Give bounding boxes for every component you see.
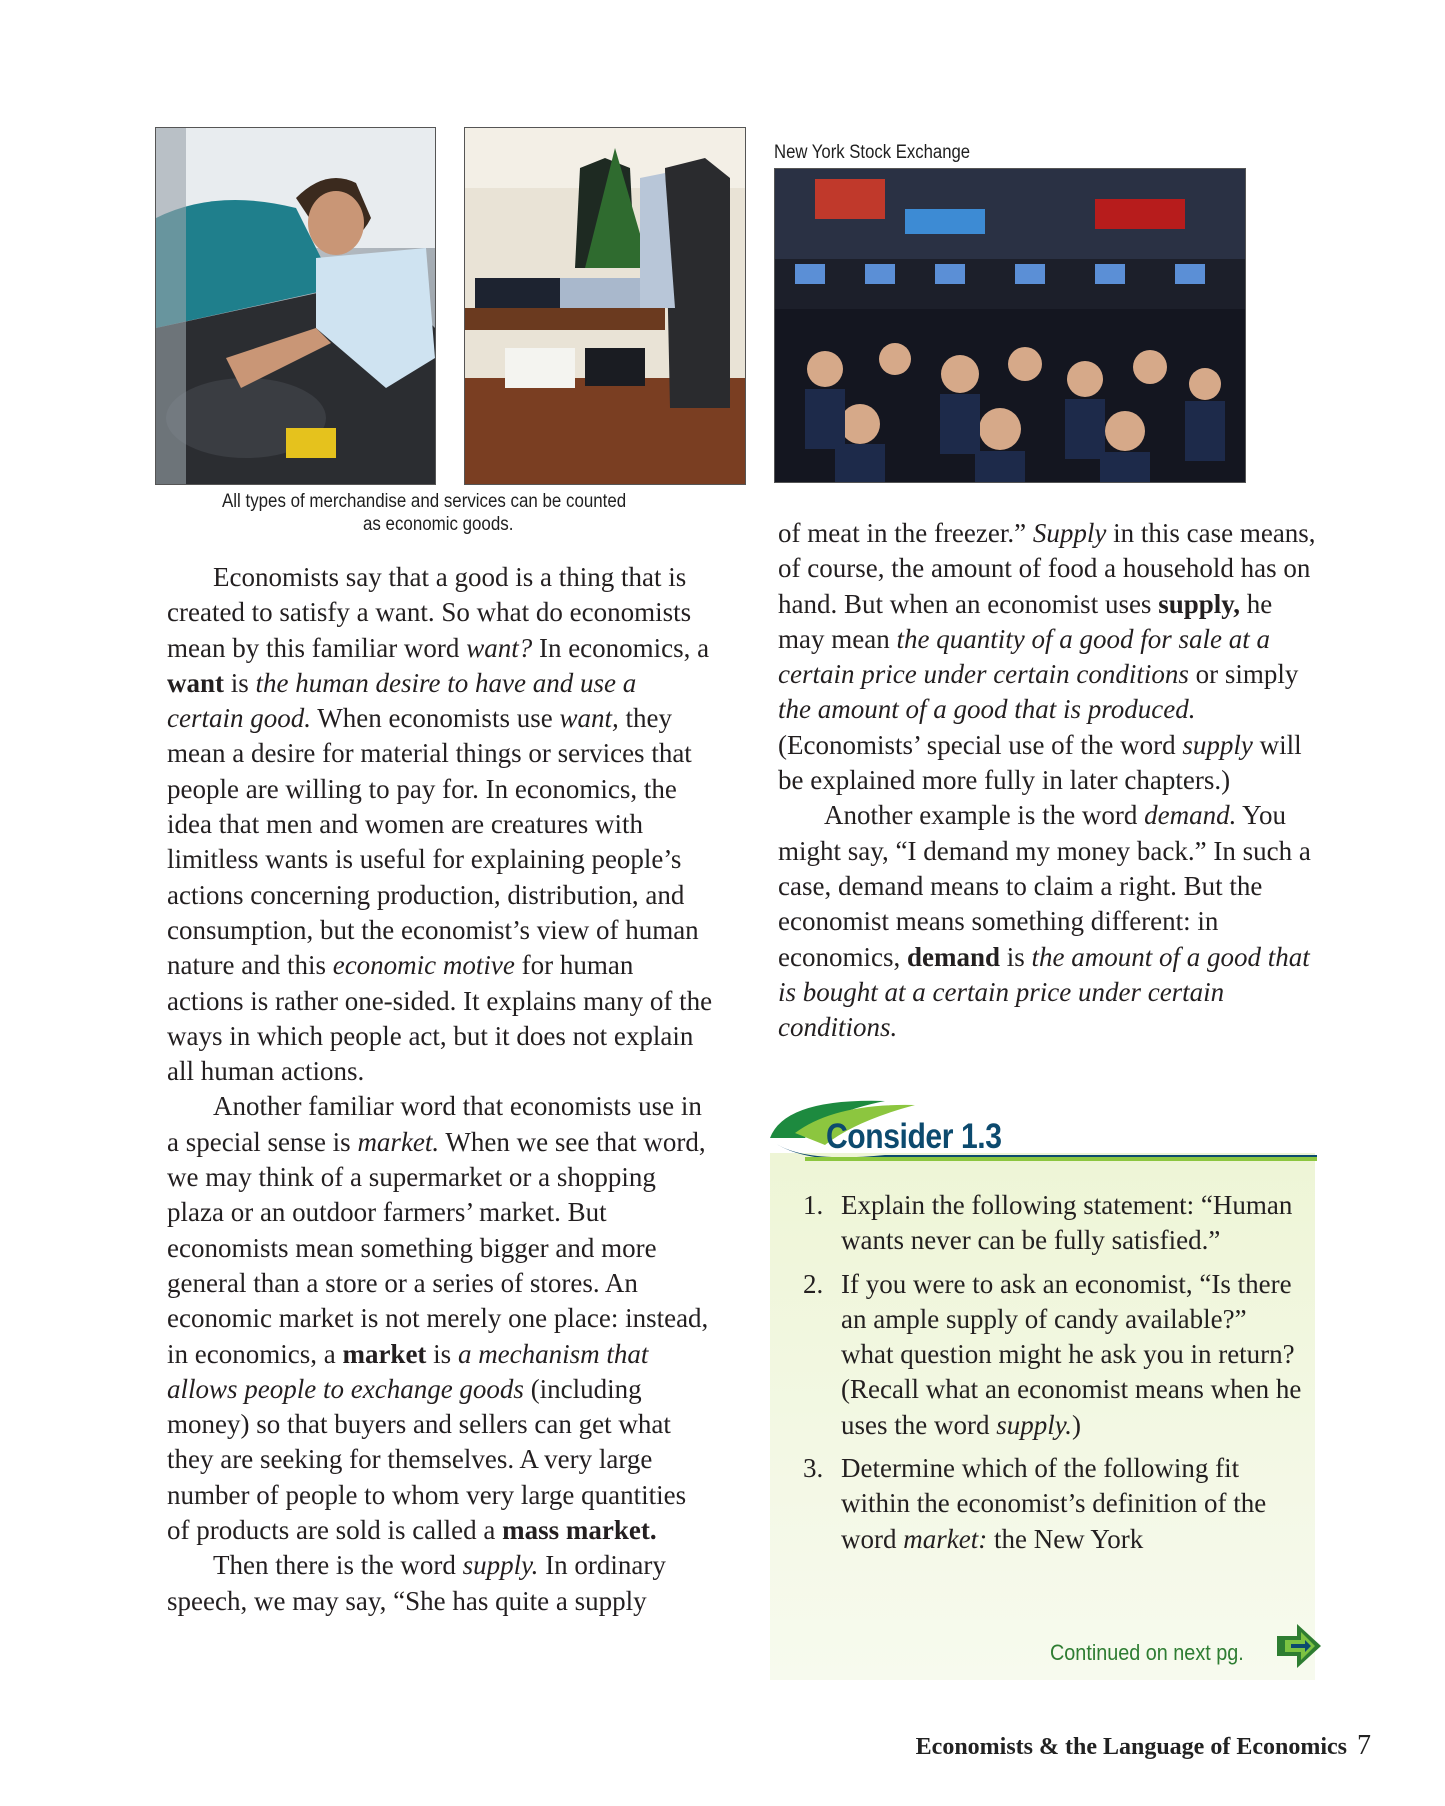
page-number: 7 <box>1357 1730 1371 1761</box>
clothing-store-photo-art <box>465 128 745 484</box>
page-footer <box>916 1730 1371 1762</box>
paragraph-demand: Another example is the word demand. You might say, “I demand my money back.” In such a case, demand means to claim a right. But the economist means something different: in economics, demand is the amount of a good that is bought at a certain price under certain conditions. <box>778 800 1311 1043</box>
photo-caption-line-1: All types of merchandise and services can be counted <box>222 491 627 512</box>
chapter-title: Economists & the Language of Economics <box>915 1734 1347 1760</box>
consider-item <box>803 1267 1303 1443</box>
consider-item-number: 2. <box>803 1268 824 1299</box>
consider-item <box>803 1188 1303 1259</box>
consider-item-text: Explain the following statement: “Human wants never can be fully satisfied.” <box>841 1190 1293 1256</box>
mechanic-photo-art <box>156 128 435 484</box>
consider-item-text: Determine which of the following fit within the economist’s definition of the word market: the New York <box>841 1453 1267 1554</box>
stock-exchange-photo <box>774 168 1246 483</box>
right-column <box>778 516 1323 1045</box>
next-arrow-icon[interactable] <box>1275 1620 1327 1672</box>
photo-caption-line-2: as economic goods. <box>363 514 514 535</box>
paragraph-market: Another familiar word that economists use in a special sense is market. When we see that word, we may think of a supermarket or a shopping plaza or an outdoor farmers’ market. But economists mean something bigger and more general than a store or a series of stores. An economic market is not merely one place: instead, in economics, a market is a mechanism that allows people to exchange goods (including money) so that buyers and sellers can get what they are seeking for themselves. A very large number of people to whom very large quantities of products are sold is called a mass market. <box>167 1091 709 1546</box>
consider-item-text: If you were to ask an economist, “Is there an ample supply of candy available?” what question might he ask you in return? (Recall what an economist means when he uses the word supply.) <box>841 1268 1302 1440</box>
mechanic-photo <box>155 127 436 485</box>
consider-title: Consider 1.3 <box>826 1117 1002 1156</box>
consider-item-number: 3. <box>803 1453 824 1484</box>
paragraph-good-want: Economists say that a good is a thing that is created to satisfy a want. So what do economists mean by this familiar word want? In economics, a want is the human desire to have and use a certain good. When economists use want, they mean a desire for material things or services that people are willing to pay for. In economics, the idea that men and women are creatures with limitless wants is useful for explaining people’s actions concerning production, distribution, and consumption, but the economist’s view of human nature and this economic motive for human actions is rather one-sided. It explains many of the ways in which people act, but it does not explain all human actions. <box>167 562 713 1087</box>
consider-item <box>803 1451 1303 1557</box>
left-column <box>167 560 715 1619</box>
paragraph-supply-end: of meat in the freezer.” Supply in this case means, of course, the amount of food a household has on hand. But when an economist uses supply, he may mean the quantity of a good for sale at a certain price under certain conditions or simply the amount of a good that is produced. (Economists’ special use of the word supply will be explained more fully in later chapters.) <box>778 518 1316 796</box>
nyse-photo-caption: New York Stock Exchange <box>774 142 971 163</box>
consider-list <box>803 1188 1303 1565</box>
consider-item-number: 1. <box>803 1190 824 1220</box>
clothing-store-photo <box>464 127 746 485</box>
paragraph-supply-start: Then there is the word supply. In ordinary speech, we may say, “She has quite a supply <box>167 1550 666 1616</box>
continued-on-next-page-link[interactable]: Continued on next pg. <box>1050 1640 1244 1665</box>
stock-exchange-photo-art <box>775 169 1245 482</box>
